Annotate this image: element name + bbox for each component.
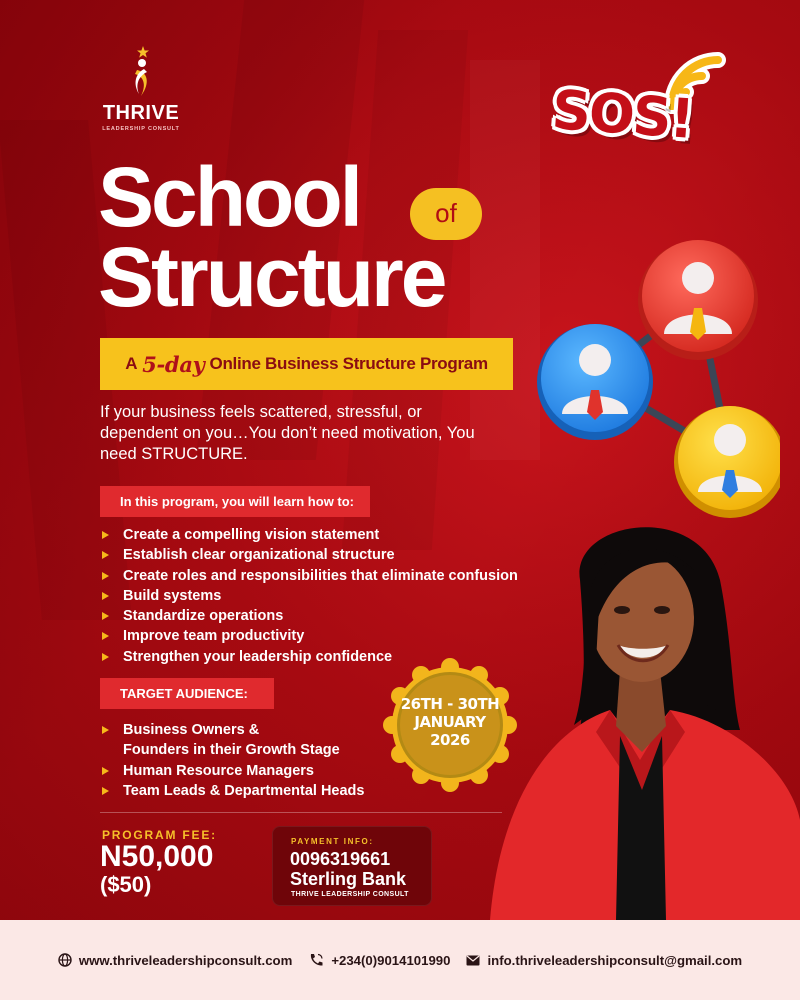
- list-item-text: Establish clear organizational structure: [123, 547, 395, 564]
- date-range: 26TH - 30TH: [400, 695, 500, 713]
- title-line-2: Structure: [98, 230, 445, 324]
- globe-icon: [58, 953, 72, 967]
- sos-text: SOS!: [550, 78, 695, 151]
- arrow-bullet-icon: [102, 592, 109, 600]
- fee-amount: N50,000: [100, 840, 214, 873]
- list-item-text: Build systems: [123, 587, 222, 604]
- website-link[interactable]: www.thriveleadershipconsult.com: [78, 952, 293, 968]
- learn-list: [100, 525, 518, 667]
- arrow-bullet-icon: [102, 632, 109, 640]
- contact-footer: [0, 920, 800, 1000]
- date-year: 2026: [430, 731, 470, 749]
- sos-badge: [550, 78, 695, 180]
- email-address[interactable]: info.thriveleadershipconsult@gmail.com: [487, 952, 743, 968]
- subtitle-emphasis: 5-day: [142, 351, 205, 377]
- subtitle-prefix: A: [125, 354, 138, 373]
- title-connector: of: [410, 188, 482, 240]
- logo-tagline: LEADERSHIP CONSULT: [102, 126, 180, 132]
- intro-text: If your business feels scattered, stressful, or dependent on you…You don’t need motivation, You need STRUCTURE.: [100, 403, 475, 463]
- list-item-text: Team Leads & Departmental Heads: [123, 782, 365, 799]
- event-dates: [382, 695, 518, 749]
- list-item: [100, 781, 364, 801]
- list-item: [100, 586, 518, 606]
- arrow-bullet-icon: [102, 612, 109, 620]
- list-item: [100, 720, 364, 740]
- list-item: [100, 606, 518, 626]
- list-item: [100, 566, 518, 586]
- list-item-text: Business Owners &: [123, 722, 260, 738]
- bank-name: Sterling Bank: [290, 869, 407, 889]
- subtitle-banner: [100, 338, 513, 390]
- list-item: [100, 761, 364, 781]
- person-node-blue: [537, 324, 653, 440]
- logo-name: THRIVE: [102, 102, 180, 124]
- email-contact[interactable]: [466, 953, 742, 968]
- mail-icon: [466, 955, 480, 966]
- list-item-text: Improve team productivity: [123, 628, 305, 645]
- arrow-bullet-icon: [102, 531, 109, 539]
- list-item: [100, 626, 518, 646]
- arrow-bullet-icon: [102, 572, 109, 580]
- website-contact[interactable]: [58, 953, 293, 968]
- list-item-text: Strengthen your leadership confidence: [123, 648, 393, 665]
- thrive-mark-icon: [121, 44, 161, 100]
- list-item-text: Human Resource Managers: [123, 762, 314, 779]
- list-item: [100, 525, 518, 545]
- list-item-text: Create roles and responsibilities that eliminate confusion: [123, 567, 518, 584]
- list-item-text: Standardize operations: [123, 608, 284, 625]
- date-badge: [382, 657, 518, 793]
- payment-label: PAYMENT INFO:: [291, 837, 374, 846]
- arrow-bullet-icon: [102, 726, 109, 734]
- list-item-text: Founders in their Growth Stage: [123, 742, 340, 759]
- arrow-bullet-icon: [102, 767, 109, 775]
- phone-contact[interactable]: [308, 953, 450, 968]
- arrow-bullet-icon: [102, 653, 109, 661]
- account-name: THRIVE LEADERSHIP CONSULT: [291, 891, 409, 898]
- divider: [100, 812, 502, 813]
- brand-logo: [96, 44, 186, 132]
- arrow-bullet-icon: [102, 551, 109, 559]
- fee-usd: ($50): [100, 872, 152, 897]
- list-item-continuation: [100, 740, 364, 760]
- team-network-graphic: [530, 230, 780, 520]
- list-item: [100, 545, 518, 565]
- phone-number[interactable]: +234(0)9014101990: [331, 952, 451, 968]
- title-line-1: School: [98, 150, 361, 244]
- audience-heading: TARGET AUDIENCE:: [100, 678, 274, 709]
- arrow-bullet-icon: [102, 787, 109, 795]
- audience-list: [100, 720, 364, 801]
- phone-icon: [308, 953, 324, 967]
- list-item-text: Create a compelling vision statement: [123, 527, 380, 543]
- subtitle-suffix: Online Business Structure Program: [209, 354, 488, 373]
- account-number: 0096319661: [290, 849, 391, 869]
- learn-heading: In this program, you will learn how to:: [100, 486, 370, 517]
- payment-info-box: [272, 826, 432, 906]
- person-node-red: [638, 240, 758, 360]
- date-month: JANUARY: [414, 713, 486, 731]
- speaker-photo: [470, 500, 800, 920]
- fee-label: PROGRAM FEE:: [102, 828, 217, 842]
